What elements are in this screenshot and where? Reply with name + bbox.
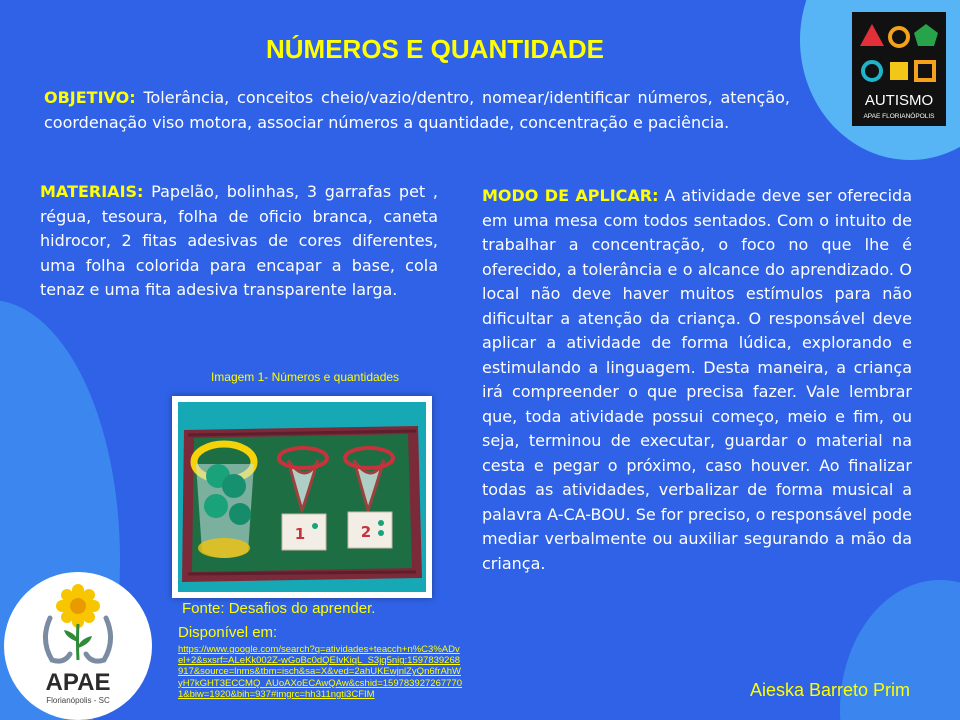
- left-hand-icon: [45, 618, 70, 661]
- page-title: NÚMEROS E QUANTIDADE: [265, 34, 604, 64]
- activity-photo: [172, 396, 432, 598]
- autismo-logo-subtitle: APAE FLORIANÓPOLIS: [863, 113, 935, 120]
- figure-caption: Imagem 1- Números e quantidades: [210, 370, 400, 384]
- objetivo-label: OBJETIVO:: [44, 88, 136, 107]
- materiais-text: Papelão, bolinhas, 3 garrafas pet , régua, tesoura, folha de oficio branca, caneta hidrocor, 2 fitas adesivas de cores diferentes, uma folha colorida para encapar a base, cola tenaz e uma fita adesiva transparente larga.: [40, 182, 438, 299]
- activity-illustration: [178, 402, 426, 592]
- modo-paragraph: [482, 184, 912, 576]
- objetivo-text: Tolerância, conceitos cheio/vazio/dentro, nomear/identificar números, atenção, coordenação viso motora, associar números a quantidade, concentração e paciência.: [44, 88, 790, 132]
- autismo-logo-name: AUTISMO: [864, 92, 934, 109]
- card-number-2: 2: [360, 523, 372, 541]
- modo-text: A atividade deve ser oferecida em uma mesa com todos sentados. Com o intuito de trabalhar a concentração, o foco no que lhe é oferecido, a tolerância e o alcance do aprendizado. O local não deve haver muitos estímulos para não dificultar a atenção da criança. O responsável deve aplicar a atividade de forma lúdica, explorando e estimulando a linguagem. Desta maneira, a criança irá compreender o que precisa fazer. Vale lembrar que, toda atividade possui começo, meio e fim, ou seja, terminou de executar, guardar o material na cesta e pegar o próximo, caso houver. Ao finalizar todas as atividades, verbalizar de forma musical a palavra A-CA-BOU. Se for preciso, o responsável pode mediar verbalmente ou auxiliar segurando a mão da criança.: [482, 186, 913, 573]
- materiais-paragraph: [40, 180, 438, 303]
- materiais-label: MATERIAIS:: [40, 182, 144, 201]
- objetivo-paragraph: [44, 86, 790, 135]
- card-number-1: 1: [294, 525, 306, 543]
- author-name: Aieska Barreto Prim: [749, 680, 910, 700]
- square-icon: [890, 62, 908, 80]
- autismo-logo: [852, 12, 946, 126]
- source-link[interactable]: https://www.google.com/search?q=atividades+teacch+n%C3%ADvel+2&sxsrf=ALeKk002Z-wGoBc0dQEIvKiqL_S3jq5nig:1597839268917&source=lnms&tbm=isch&sa=X&ved=2ahUKEwjnlZyQn6frAhWyH7kGHT3ECCMQ_AUoAXoECAwQAw&cshid=1597839272677701&biw=1920&bih=937#imgrc=hh311ngti3CFIM: [178, 644, 463, 700]
- available-label: Disponível em:: [178, 624, 278, 641]
- flower-icon: [56, 584, 100, 628]
- apae-logo-subtitle: Florianópolis - SC: [46, 696, 110, 705]
- modo-label: MODO DE APLICAR:: [482, 186, 659, 205]
- source-label: Fonte: Desafios do aprender.: [182, 600, 376, 617]
- apae-logo: [22, 582, 134, 710]
- apae-logo-name: APAE: [45, 669, 111, 696]
